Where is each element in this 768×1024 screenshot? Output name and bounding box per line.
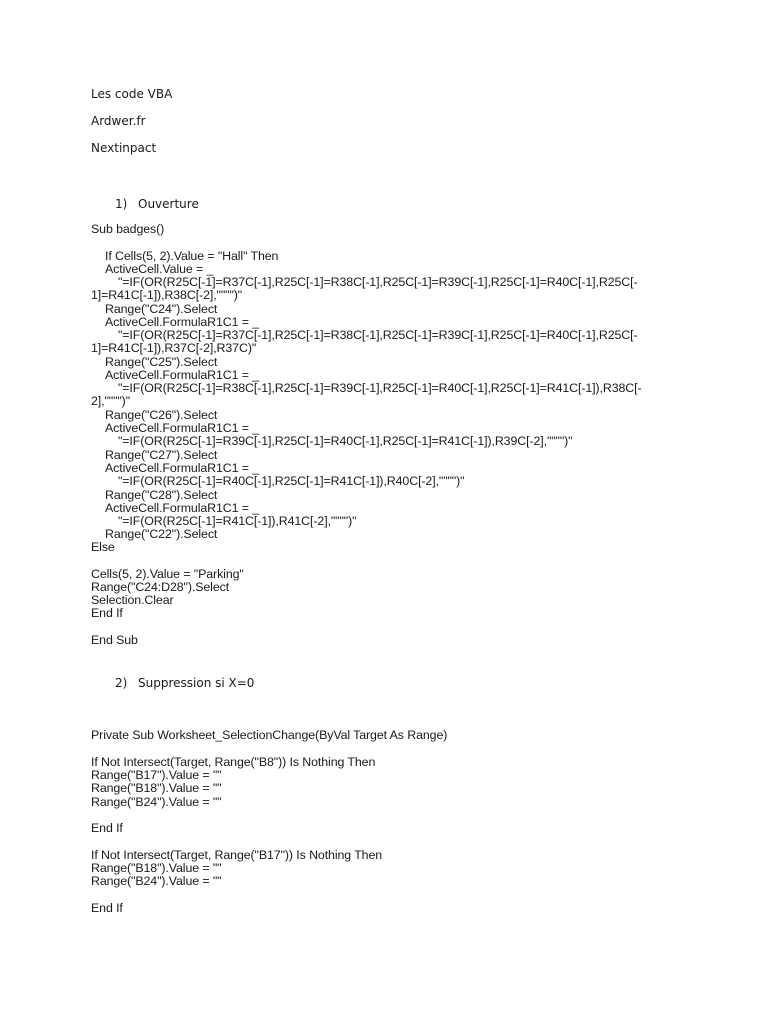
code-line: Range("B17").Value = "": [91, 768, 222, 782]
code-line: If Not Intersect(Target, Range("B8")) Is Nothing Then: [91, 755, 376, 769]
code-line: Range("B24").Value = "": [91, 874, 222, 888]
code-line: ActiveCell.FormulaR1C1 = _: [105, 315, 260, 329]
code-line: Range("C25").Select: [105, 355, 218, 369]
code-line: "=IF(OR(R25C[-1]=R39C[-1],R25C[-1]=R40C[-1],R25C[-1]=R41C[-1]),R39C[-2],"""")": [118, 434, 573, 448]
code-line: End If: [91, 821, 123, 835]
code-line: "=IF(OR(R25C[-1]=R37C[-1],R25C[-1]=R38C[-1],R25C[-1]=R39C[-1],R25C[-1]=R40C[-1],R25C[-: [118, 328, 638, 342]
section-number: 2): [115, 676, 128, 690]
code-line: Else: [91, 540, 115, 554]
code-line: ActiveCell.Value = _: [105, 262, 214, 276]
code-line: ActiveCell.FormulaR1C1 = _: [105, 368, 260, 382]
code-line: Range("C26").Select: [105, 408, 218, 422]
code-line: Range("B18").Value = "": [91, 861, 222, 875]
code-line: 1]=R41C[-1]),R37C[-2],R37C)": [91, 341, 257, 355]
code-line: Range("C22").Select: [105, 527, 218, 541]
code-line: ActiveCell.FormulaR1C1 = _: [105, 501, 260, 515]
section-title: Ouverture: [138, 197, 199, 211]
section-heading-suppression: [115, 676, 254, 690]
code-line: "=IF(OR(R25C[-1]=R41C[-1]),R41C[-2],"""")": [118, 514, 357, 528]
code-line: ActiveCell.FormulaR1C1 = _: [105, 461, 260, 475]
code-line: End If: [91, 606, 123, 620]
code-line: "=IF(OR(R25C[-1]=R40C[-1],R25C[-1]=R41C[-1]),R40C[-2],"""")": [118, 474, 465, 488]
section-title: Suppression si X=0: [138, 676, 255, 690]
code-line: End If: [91, 901, 123, 915]
document-title: Les code VBA: [91, 87, 173, 101]
code-line: "=IF(OR(R25C[-1]=R38C[-1],R25C[-1]=R39C[-1],R25C[-1]=R40C[-1],R25C[-1]=R41C[-1]),R38C[-: [118, 381, 642, 395]
code-line: ActiveCell.FormulaR1C1 = _: [105, 421, 260, 435]
code-line: Cells(5, 2).Value = "Parking": [91, 567, 244, 581]
code-line: Range("C24:D28").Select: [91, 580, 230, 594]
code-line: If Not Intersect(Target, Range("B17")) Is Nothing Then: [91, 848, 383, 862]
code-line: 2],"""")": [91, 394, 130, 408]
code-line: Range("C24").Select: [105, 302, 218, 316]
code-line: If Cells(5, 2).Value = "Hall" Then: [105, 249, 279, 263]
code-line: End Sub: [91, 633, 138, 647]
site-nextinpact: Nextinpact: [91, 141, 157, 155]
section-heading-ouverture: [115, 197, 199, 211]
code-line: Range("B18").Value = "": [91, 781, 222, 795]
code-line: Selection.Clear: [91, 593, 174, 607]
code-line: "=IF(OR(R25C[-1]=R37C[-1],R25C[-1]=R38C[-1],R25C[-1]=R39C[-1],R25C[-1]=R40C[-1],R25C[-: [118, 275, 638, 289]
code-line: Range("B24").Value = "": [91, 795, 222, 809]
section-number: 1): [115, 197, 128, 211]
code-line: Sub badges(): [91, 222, 165, 236]
code-line: 1]=R41C[-1]),R38C[-2],"""")": [91, 288, 243, 302]
site-ardwer: Ardwer.fr: [91, 114, 146, 128]
code-line: Range("C28").Select: [105, 488, 218, 502]
code-line: Private Sub Worksheet_SelectionChange(ByVal Target As Range): [91, 728, 448, 742]
code-line: Range("C27").Select: [105, 448, 218, 462]
